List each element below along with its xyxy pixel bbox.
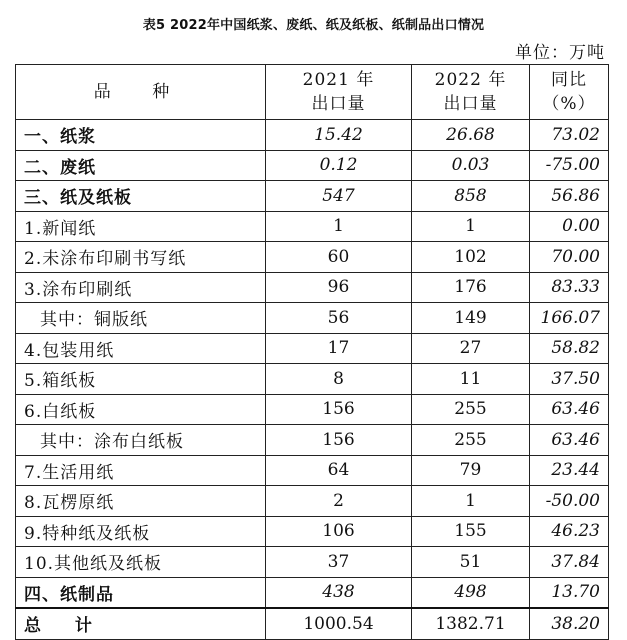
row-2021: 60 bbox=[266, 242, 412, 273]
table-total-row bbox=[16, 608, 609, 639]
row-2022: 11 bbox=[412, 364, 530, 395]
table-row bbox=[16, 455, 609, 486]
row-2022: 26.68 bbox=[412, 120, 530, 151]
row-2021: 156 bbox=[266, 425, 412, 456]
row-name: 四、纸制品 bbox=[16, 577, 266, 608]
row-ratio: 73.02 bbox=[530, 120, 609, 151]
row-2022: 149 bbox=[412, 303, 530, 334]
row-2022: 102 bbox=[412, 242, 530, 273]
row-2021: 96 bbox=[266, 272, 412, 303]
row-2021: 0.12 bbox=[266, 150, 412, 181]
row-ratio: -50.00 bbox=[530, 486, 609, 517]
table-row bbox=[16, 120, 609, 151]
header-row bbox=[16, 65, 609, 120]
row-name: 一、纸浆 bbox=[16, 120, 266, 151]
row-name: 二、废纸 bbox=[16, 150, 266, 181]
row-ratio: 38.20 bbox=[530, 608, 609, 639]
table-row bbox=[16, 486, 609, 517]
table-row bbox=[16, 364, 609, 395]
export-table bbox=[15, 64, 609, 640]
table-title: 表5 2022年中国纸浆、废纸、纸及纸板、纸制品出口情况 bbox=[142, 18, 485, 33]
row-2022: 1 bbox=[412, 211, 530, 242]
table-row bbox=[16, 211, 609, 242]
row-name: 10.其他纸及纸板 bbox=[16, 547, 266, 578]
row-ratio: 166.07 bbox=[530, 303, 609, 334]
header-ratio-unit: （%） bbox=[542, 94, 596, 114]
header-2022 bbox=[412, 65, 530, 120]
table-row bbox=[16, 577, 609, 608]
header-2022-year: 2022 年 bbox=[434, 70, 507, 90]
table-row bbox=[16, 181, 609, 212]
row-ratio: 23.44 bbox=[530, 455, 609, 486]
row-2021: 438 bbox=[266, 577, 412, 608]
row-2022: 858 bbox=[412, 181, 530, 212]
row-name: 其中：涂布白纸板 bbox=[16, 425, 266, 456]
row-name: 7.生活用纸 bbox=[16, 455, 266, 486]
table-row bbox=[16, 547, 609, 578]
unit-label: 单位：万吨 bbox=[515, 43, 605, 63]
row-2021: 2 bbox=[266, 486, 412, 517]
row-2021: 17 bbox=[266, 333, 412, 364]
table-row bbox=[16, 516, 609, 547]
header-ratio-label: 同比 bbox=[551, 70, 587, 90]
row-name: 2.未涂布印刷书写纸 bbox=[16, 242, 266, 273]
row-2021: 64 bbox=[266, 455, 412, 486]
header-2021-label: 出口量 bbox=[311, 94, 366, 114]
row-ratio: 46.23 bbox=[530, 516, 609, 547]
row-name: 9.特种纸及纸板 bbox=[16, 516, 266, 547]
row-ratio: 63.46 bbox=[530, 394, 609, 425]
row-2021: 15.42 bbox=[266, 120, 412, 151]
header-2022-label: 出口量 bbox=[443, 94, 498, 114]
row-2021: 1000.54 bbox=[266, 608, 412, 639]
header-category: 品 种 bbox=[16, 65, 266, 120]
row-ratio: 13.70 bbox=[530, 577, 609, 608]
row-2022: 498 bbox=[412, 577, 530, 608]
row-ratio: 37.84 bbox=[530, 547, 609, 578]
row-name: 3.涂布印刷纸 bbox=[16, 272, 266, 303]
row-name: 4.包装用纸 bbox=[16, 333, 266, 364]
row-2022: 255 bbox=[412, 425, 530, 456]
row-2022: 1382.71 bbox=[412, 608, 530, 639]
row-2022: 51 bbox=[412, 547, 530, 578]
row-name: 总 计 bbox=[16, 608, 266, 639]
row-ratio: 83.33 bbox=[530, 272, 609, 303]
header-2021 bbox=[266, 65, 412, 120]
table-row bbox=[16, 242, 609, 273]
row-2022: 1 bbox=[412, 486, 530, 517]
row-2022: 79 bbox=[412, 455, 530, 486]
row-2021: 106 bbox=[266, 516, 412, 547]
table-row bbox=[16, 272, 609, 303]
row-ratio: -75.00 bbox=[530, 150, 609, 181]
row-ratio: 70.00 bbox=[530, 242, 609, 273]
row-ratio: 37.50 bbox=[530, 364, 609, 395]
row-ratio: 56.86 bbox=[530, 181, 609, 212]
row-2021: 156 bbox=[266, 394, 412, 425]
row-name: 8.瓦楞原纸 bbox=[16, 486, 266, 517]
row-ratio: 58.82 bbox=[530, 333, 609, 364]
row-2022: 176 bbox=[412, 272, 530, 303]
row-2021: 547 bbox=[266, 181, 412, 212]
row-name: 其中：铜版纸 bbox=[16, 303, 266, 334]
table-row bbox=[16, 303, 609, 334]
row-ratio: 0.00 bbox=[530, 211, 609, 242]
header-2021-year: 2021 年 bbox=[302, 70, 375, 90]
row-name: 三、纸及纸板 bbox=[16, 181, 266, 212]
row-2021: 37 bbox=[266, 547, 412, 578]
row-2022: 0.03 bbox=[412, 150, 530, 181]
row-2022: 255 bbox=[412, 394, 530, 425]
table-row bbox=[16, 150, 609, 181]
row-2021: 56 bbox=[266, 303, 412, 334]
row-ratio: 63.46 bbox=[530, 425, 609, 456]
row-2021: 1 bbox=[266, 211, 412, 242]
row-name: 6.白纸板 bbox=[16, 394, 266, 425]
header-ratio bbox=[530, 65, 609, 120]
row-2022: 155 bbox=[412, 516, 530, 547]
table-row bbox=[16, 333, 609, 364]
row-name: 1.新闻纸 bbox=[16, 211, 266, 242]
row-2022: 27 bbox=[412, 333, 530, 364]
table-row bbox=[16, 394, 609, 425]
row-name: 5.箱纸板 bbox=[16, 364, 266, 395]
table-row bbox=[16, 425, 609, 456]
row-2021: 8 bbox=[266, 364, 412, 395]
